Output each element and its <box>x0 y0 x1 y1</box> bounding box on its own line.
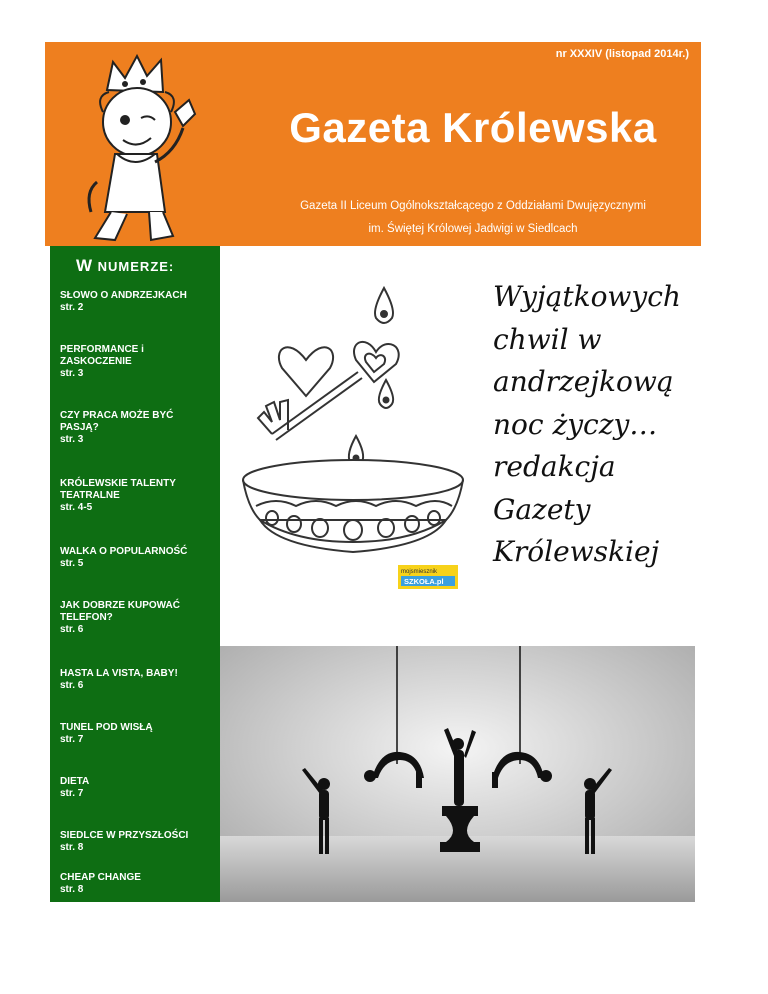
greeting-line: chwil w <box>493 322 602 356</box>
issue-number: nr XXXIV (listopad 2014r.) <box>555 48 689 60</box>
toc-item[interactable]: TUNEL POD WISŁĄ str. 7 <box>60 722 153 745</box>
greeting-line: Wyjątkowych <box>493 280 681 313</box>
toc-item[interactable]: WALKA O POPULARNOŚĆ str. 5 <box>60 546 188 569</box>
greeting-line: Gazety <box>493 492 591 526</box>
andrzejki-greeting <box>493 276 723 574</box>
toc-item[interactable]: PERFORMANCE i ZASKOCZENIE str. 3 <box>60 344 144 379</box>
toc-item[interactable]: SŁOWO O ANDRZEJKACH str. 2 <box>60 290 187 313</box>
table-of-contents <box>50 246 220 902</box>
silhouette-acrobats-photo <box>220 646 695 902</box>
toc-item[interactable]: JAK DOBRZE KUPOWAĆ TELEFON? str. 6 <box>60 600 181 635</box>
greeting-line: noc życzy… <box>493 407 658 441</box>
school-name: Gazeta II Liceum Ogólnokształcącego z Oddziałami Dwujęzycznymi <box>300 200 646 212</box>
svg-text:SZKOŁA.pl: SZKOŁA.pl <box>404 577 444 586</box>
toc-item[interactable]: SIEDLCE W PRZYSZŁOŚCI str. 8 <box>60 830 189 853</box>
toc-item[interactable]: CHEAP CHANGE str. 8 <box>60 872 141 895</box>
toc-item[interactable]: CZY PRACA MOŻE BYĆ PASJĄ? str. 3 <box>60 410 174 445</box>
svg-text:mojsmiesznik: mojsmiesznik <box>401 569 438 575</box>
king-mascot-icon <box>45 42 245 246</box>
masthead <box>45 42 701 246</box>
greeting-line: Królewskiej <box>493 535 660 568</box>
toc-item[interactable]: HASTA LA VISTA, BABY! str. 6 <box>60 668 178 691</box>
site-logo <box>398 565 458 589</box>
school-patron: im. Świętej Królowej Jadwigi w Siedlcach <box>368 223 578 235</box>
toc-item[interactable]: DIETA str. 7 <box>60 776 90 799</box>
toc-heading: W NUMERZE: <box>76 256 175 275</box>
toc-item[interactable]: KRÓLEWSKIE TALENTY TEATRALNE str. 4-5 <box>60 478 176 513</box>
greeting-line: andrzejkową <box>493 365 674 398</box>
greeting-line: redakcja <box>493 450 616 483</box>
andrzejki-wax-key-bowl-illustration <box>236 280 471 600</box>
newspaper-title: Gazeta Królewska <box>289 104 657 151</box>
